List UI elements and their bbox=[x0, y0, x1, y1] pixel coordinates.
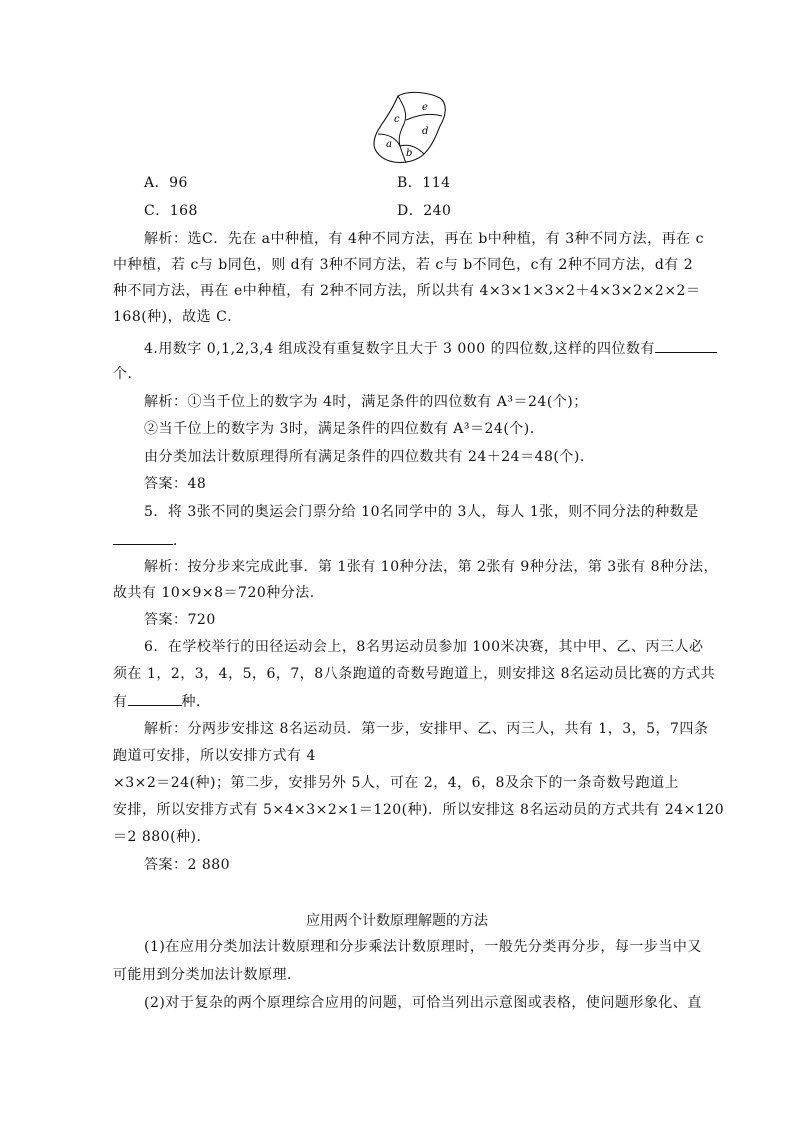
q6-question: 6．在学校举行的田径运动会上，8名男运动员参加 100米决赛，其中甲、乙、丙三人必 bbox=[144, 639, 704, 655]
q3-solution-line: 解析：选C．先在 a中种植，有 4种不同方法，再在 b中种植，有 3种不同方法，再在 c bbox=[144, 231, 704, 247]
diagram-divider bbox=[406, 114, 442, 120]
q5-answer: 答案：720 bbox=[144, 612, 216, 628]
region-diagram bbox=[368, 90, 460, 166]
region-label-e: e bbox=[422, 102, 428, 113]
q6-solution-line: 跑道可安排，所以安排方式有 4 bbox=[113, 748, 316, 764]
q5-question-end: ． bbox=[173, 533, 188, 549]
method-paragraph: 可能用到分类加法计数原理． bbox=[113, 967, 302, 983]
q6-question-cont: 须在 1，2，3，4，5，6，7，8八条跑道的奇数号跑道上，则安排这 8名运动员比赛的方式共 bbox=[113, 666, 716, 682]
q5-solution-line: 故共有 10×9×8＝720种分法． bbox=[113, 585, 325, 601]
q6-question-suffix: 种． bbox=[181, 694, 211, 710]
q5-solution-line: 解析：按分步来完成此事．第 1张有 10种分法，第 2张有 9种分法，第 3张有 8种分法， bbox=[144, 559, 719, 575]
region-label-b: b bbox=[406, 148, 413, 159]
q6-solution-line: ×3×2＝24(种)；第二步，安排另外 5人，可在 2，4，6，8及余下的一条奇数号跑道上 bbox=[113, 775, 679, 791]
q6-answer: 答案：2 880 bbox=[144, 857, 231, 873]
q4-solution-line: 解析：①当千位上的数字为 4时，满足条件的四位数有 A³＝24(个)； bbox=[144, 394, 588, 410]
q5-question-cont bbox=[113, 530, 188, 551]
q6-question-cont bbox=[113, 691, 211, 712]
region-label-a: a bbox=[386, 139, 392, 150]
q5-answer-blank bbox=[113, 530, 173, 545]
q6-solution-line: 解析：分两步安排这 8名运动员．第一步，安排甲、乙、丙三人，共有 1，3，5，7四条 bbox=[144, 721, 709, 737]
method-title: 应用两个计数原理解题的方法 bbox=[306, 913, 488, 929]
region-label-c: c bbox=[394, 114, 400, 125]
method-paragraph: (1)在应用分类加法计数原理和分步乘法计数原理时，一般先分类再分步，每一步当中又 bbox=[144, 939, 702, 955]
q4-question bbox=[144, 338, 717, 359]
q6-answer-blank bbox=[128, 691, 182, 706]
q3-solution-line: 168(种)，故选 C． bbox=[113, 309, 242, 325]
q3-solution-line: 种不同方法，再在 e中种植，有 2种不同方法，所以共有 4×3×1×3×2＋4×3×2×2×2＝ bbox=[113, 283, 701, 299]
q4-solution-line: 由分类加法计数原理得所有满足条件的四位数共有 24＋24＝48(个)． bbox=[144, 449, 595, 465]
q4-question-text: 4.用数字 0,1,2,3,4 组成没有重复数字且大于 3 000 的四位数,这样的四位数有 bbox=[144, 341, 656, 357]
option-b: B．114 bbox=[397, 175, 451, 191]
option-d: D．240 bbox=[397, 203, 452, 219]
option-a: A．96 bbox=[144, 175, 188, 191]
q4-answer: 答案：48 bbox=[144, 476, 207, 492]
q6-solution-line: ＝2 880(种)． bbox=[113, 829, 212, 845]
method-paragraph: (2)对于复杂的两个原理综合应用的问题，可恰当列出示意图或表格，使问题形象化、直 bbox=[144, 995, 702, 1011]
region-label-d: d bbox=[422, 126, 429, 137]
q5-question: 5．将 3张不同的奥运会门票分给 10名同学中的 3人，每人 1张，则不同分法的种数是 bbox=[144, 504, 699, 520]
q6-question-prefix: 有 bbox=[113, 694, 128, 710]
q4-solution-line: ②当千位上的数字为 3时，满足条件的四位数有 A³＝24(个)． bbox=[144, 421, 545, 437]
q3-solution-line: 中种植，若 c与 b同色，则 d有 3种不同方法，若 c与 b不同色，c有 2种不同方法，d有 2 bbox=[113, 257, 694, 273]
q4-answer-blank bbox=[655, 338, 717, 353]
option-c: C．168 bbox=[144, 203, 198, 219]
region-diagram-svg bbox=[368, 90, 460, 166]
q4-question-cont: 个． bbox=[113, 366, 142, 382]
q6-solution-line: 安排，所以安排方式有 5×4×3×2×1＝120(种)．所以安排这 8名运动员的方式共有 24×120 bbox=[113, 802, 725, 818]
